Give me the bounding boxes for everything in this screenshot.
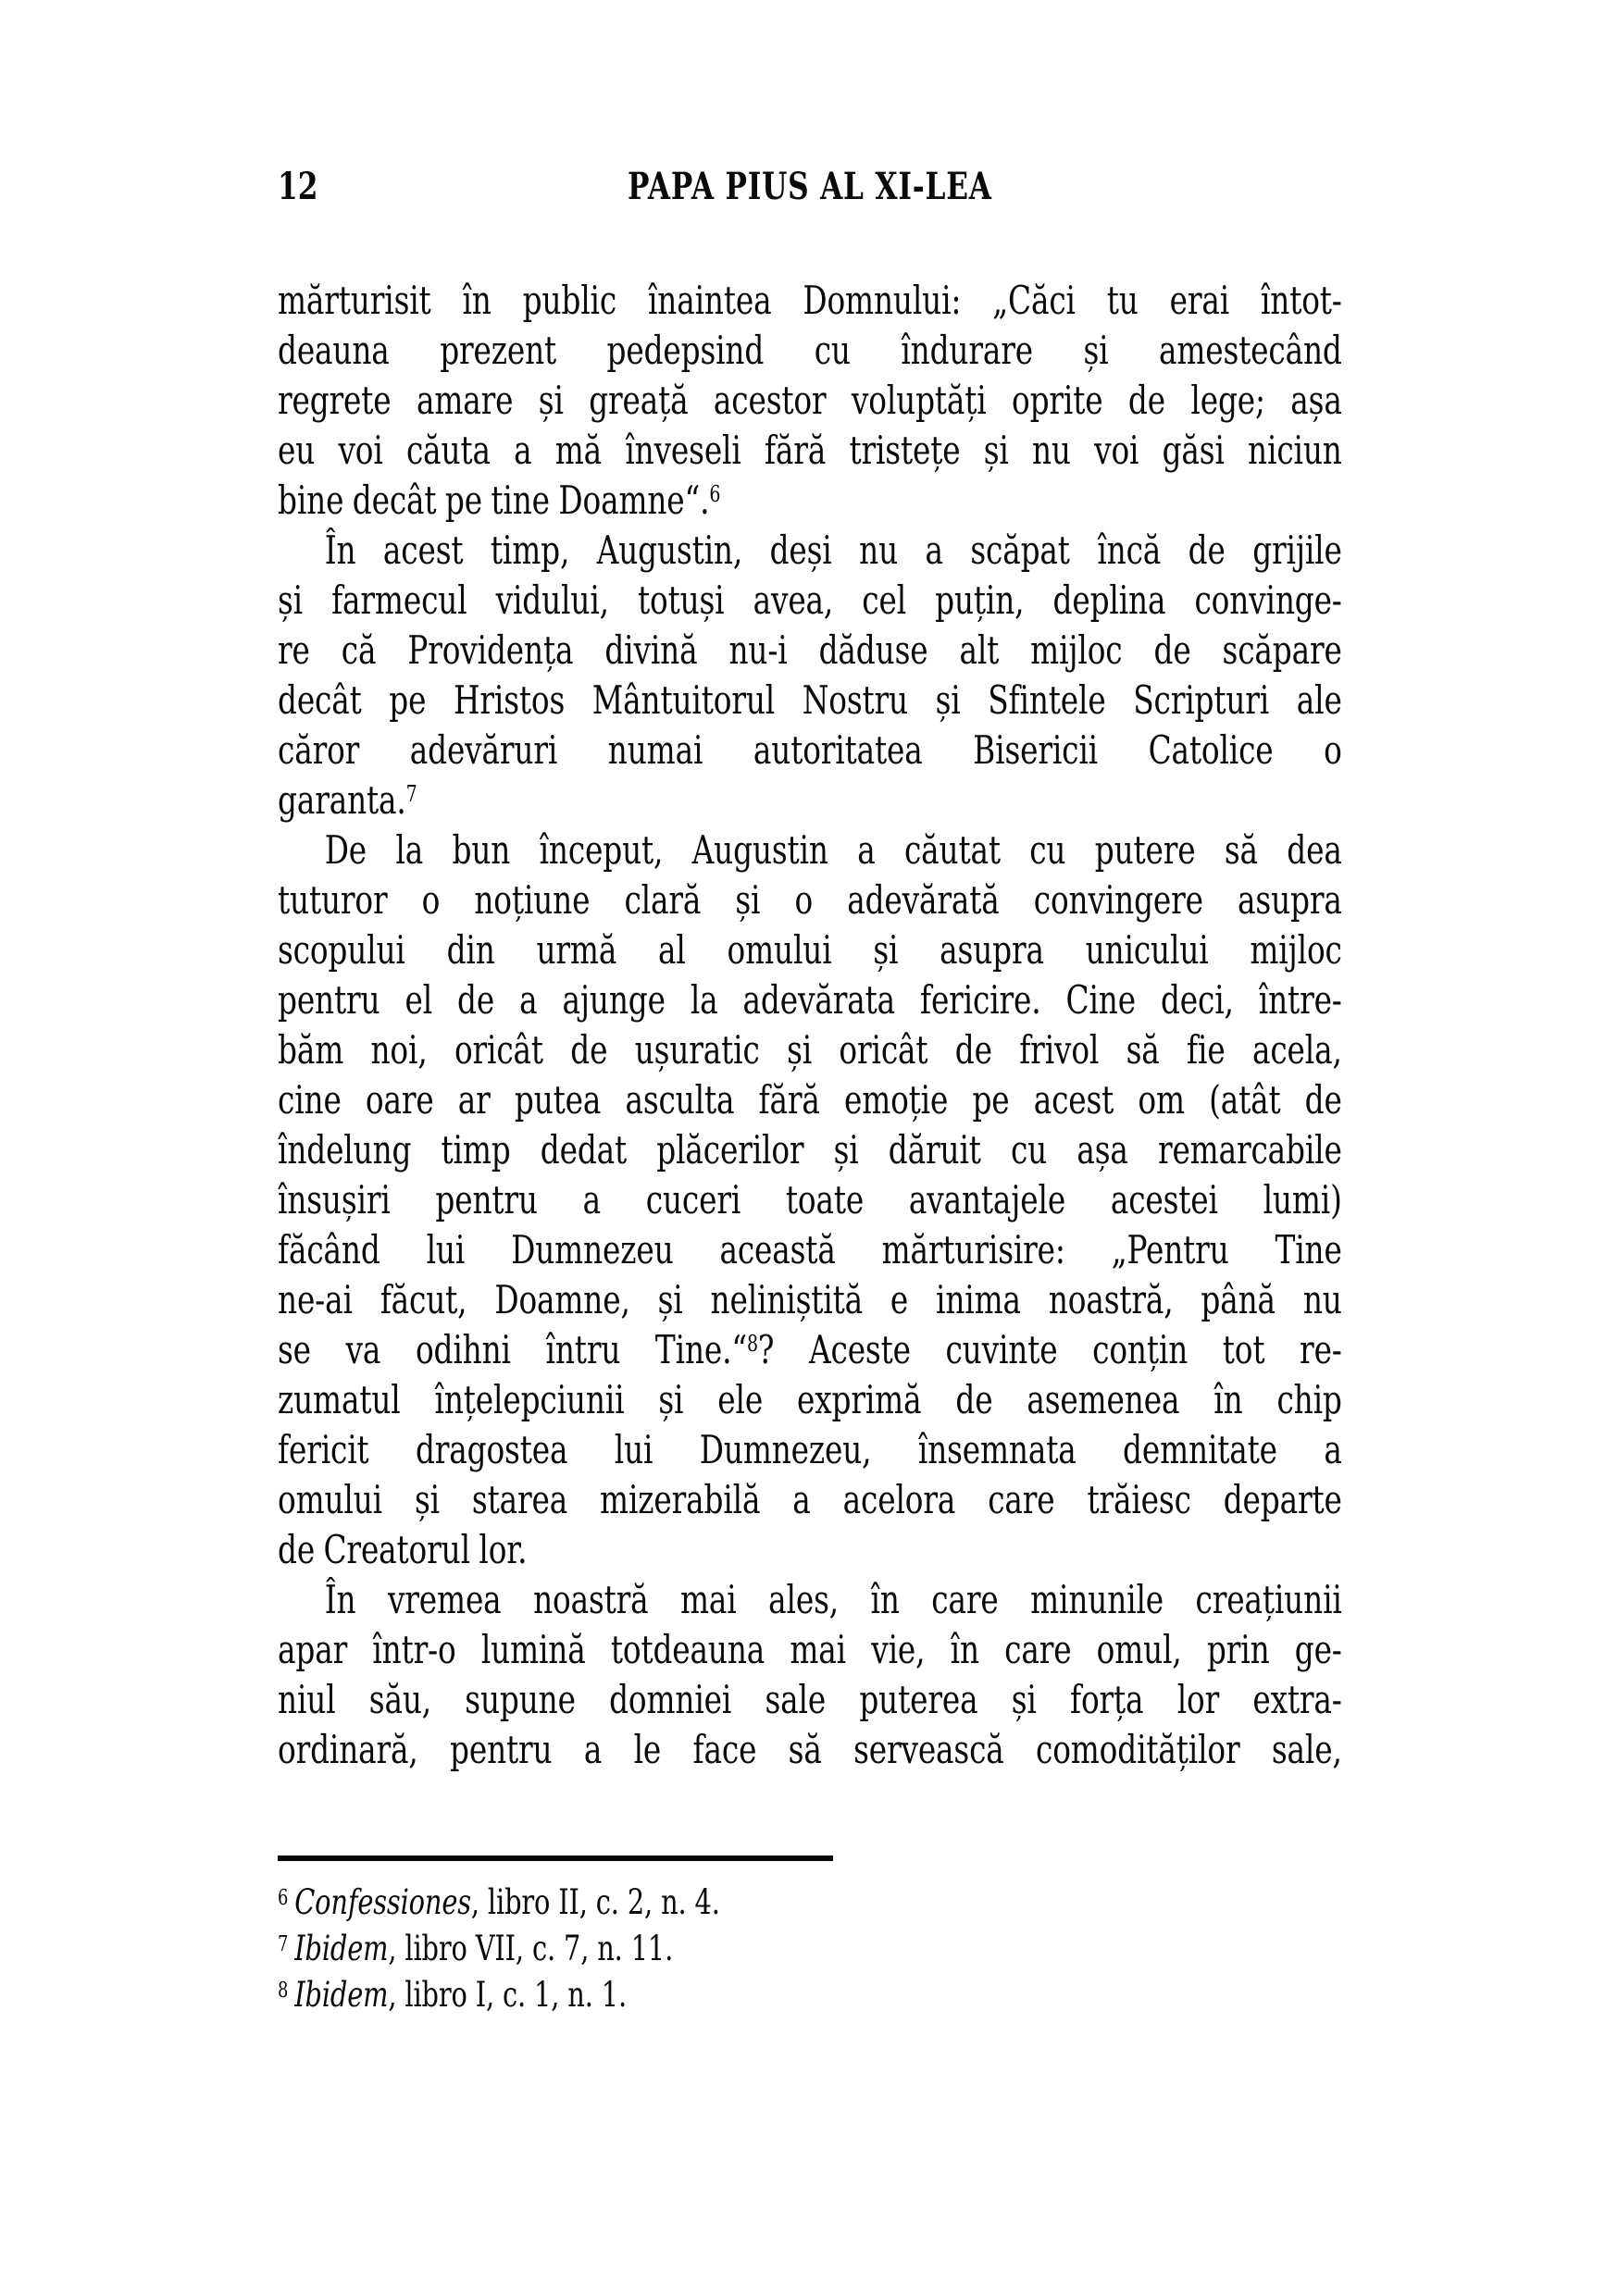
footnote-marker: 8 [278,1978,289,2003]
body-line: pentru el de a ajunge la adevărata fericire. Cine deci, între- [278,977,1342,1023]
body-line: căror adevăruri numai autoritatea Bisericii Catolice o [278,727,1342,773]
body-line: niul său, supune domniei sale puterea și forța lor extra- [278,1677,1342,1722]
body-line: tuturor o noțiune clară și o adevărată convingere asupra [278,877,1342,923]
footnote-separator-rule [278,1855,833,1861]
body-line: făcând lui Dumnezeu această mărturisire: „Pentru Tine [278,1227,1342,1272]
running-title: PAPA PIUS AL XI-LEA [627,165,992,208]
body-line: re că Providența divină nu-i dăduse alt mijloc de scăpare [278,627,1342,673]
footnote-detail: , libro II, c. 2, n. 4. [470,1882,720,1922]
body-line: deauna prezent pedepsind cu îndurare și amestecând [278,328,1342,373]
body-line: regrete amare și greață acestor voluptăți oprite de lege; așa [278,378,1342,423]
body-text [278,276,1342,1775]
body-line: se va odihni întru Tine.“$^8$? Aceste cuvinte conțin tot re- [278,1327,1342,1372]
footnote-work-title: Ibidem [294,1975,389,2015]
footnote-detail: , libro VII, c. 7, n. 11. [388,1929,674,1968]
body-line: eu voi căuta a mă înveseli fără tristețe și nu voi găsi niciun [278,428,1342,473]
footnote-marker: 7 [278,1931,289,1956]
body-line: apar într-o lumină totdeauna mai vie, în care omul, prin ge- [278,1627,1342,1672]
footnote-marker: 6 [278,1885,289,1910]
body-line: și farmecul vidului, totuși avea, cel puțin, deplina convinge- [278,577,1342,623]
footnote-work-title: Confessiones [294,1882,471,1922]
body-line: garanta.$^7$ [278,777,417,823]
footnote-detail: , libro I, c. 1, n. 1. [388,1975,627,2015]
footnote-ref: 6 [709,480,721,508]
footnote-item [278,1926,1342,1972]
page-number: 12 [278,165,318,208]
body-line: cine oare ar putea asculta fără emoție pe acest om (atât de [278,1077,1342,1123]
footnote-work-title: Ibidem [294,1929,389,1968]
body-line: mărturisit în public înaintea Domnului: „Căci tu erai întot- [278,278,1342,323]
footnote-item [278,1880,1342,1926]
body-line: de Creatorul lor. [278,1527,528,1572]
body-line: De la bun început, Augustin a căutat cu putere să dea [324,827,1342,873]
body-line: bine decât pe tine Doamne“.$^6$ [278,478,721,523]
body-line: În vremea noastră mai ales, în care minunile creațiunii [324,1577,1342,1622]
body-line: ordinară, pentru a le face să servească comodităților sale, [278,1727,1342,1772]
body-line: decât pe Hristos Mântuitorul Nostru și Sfintele Scripturi ale [278,677,1342,723]
body-line: omului și starea mizerabilă a acelora care trăiesc departe [278,1477,1342,1522]
body-line: ne-ai făcut, Doamne, și neliniștită e inima noastră, până nu [278,1277,1342,1322]
body-line: scopului din urmă al omului și asupra unicului mijloc [278,927,1342,973]
body-line: băm noi, oricât de ușuratic și oricât de frivol să fie acela, [278,1027,1342,1073]
footnote-item [278,1972,1342,2018]
body-line: fericit dragostea lui Dumnezeu, însemnata demnitate a [278,1427,1342,1472]
page-header [278,167,1342,207]
body-line: însușiri pentru a cuceri toate avantajele acestei lumi) [278,1177,1342,1222]
body-line: În acest timp, Augustin, deși nu a scăpat încă de grijile [324,527,1342,573]
body-line: zumatul înțelepciunii și ele exprimă de asemenea în chip [278,1377,1342,1422]
footnote-ref: 7 [405,780,417,808]
footnote-ref: 8 [746,1330,758,1358]
footnotes-block [278,1880,1342,2018]
body-line: îndelung timp dedat plăcerilor și dăruit cu așa remarcabile [278,1127,1342,1173]
